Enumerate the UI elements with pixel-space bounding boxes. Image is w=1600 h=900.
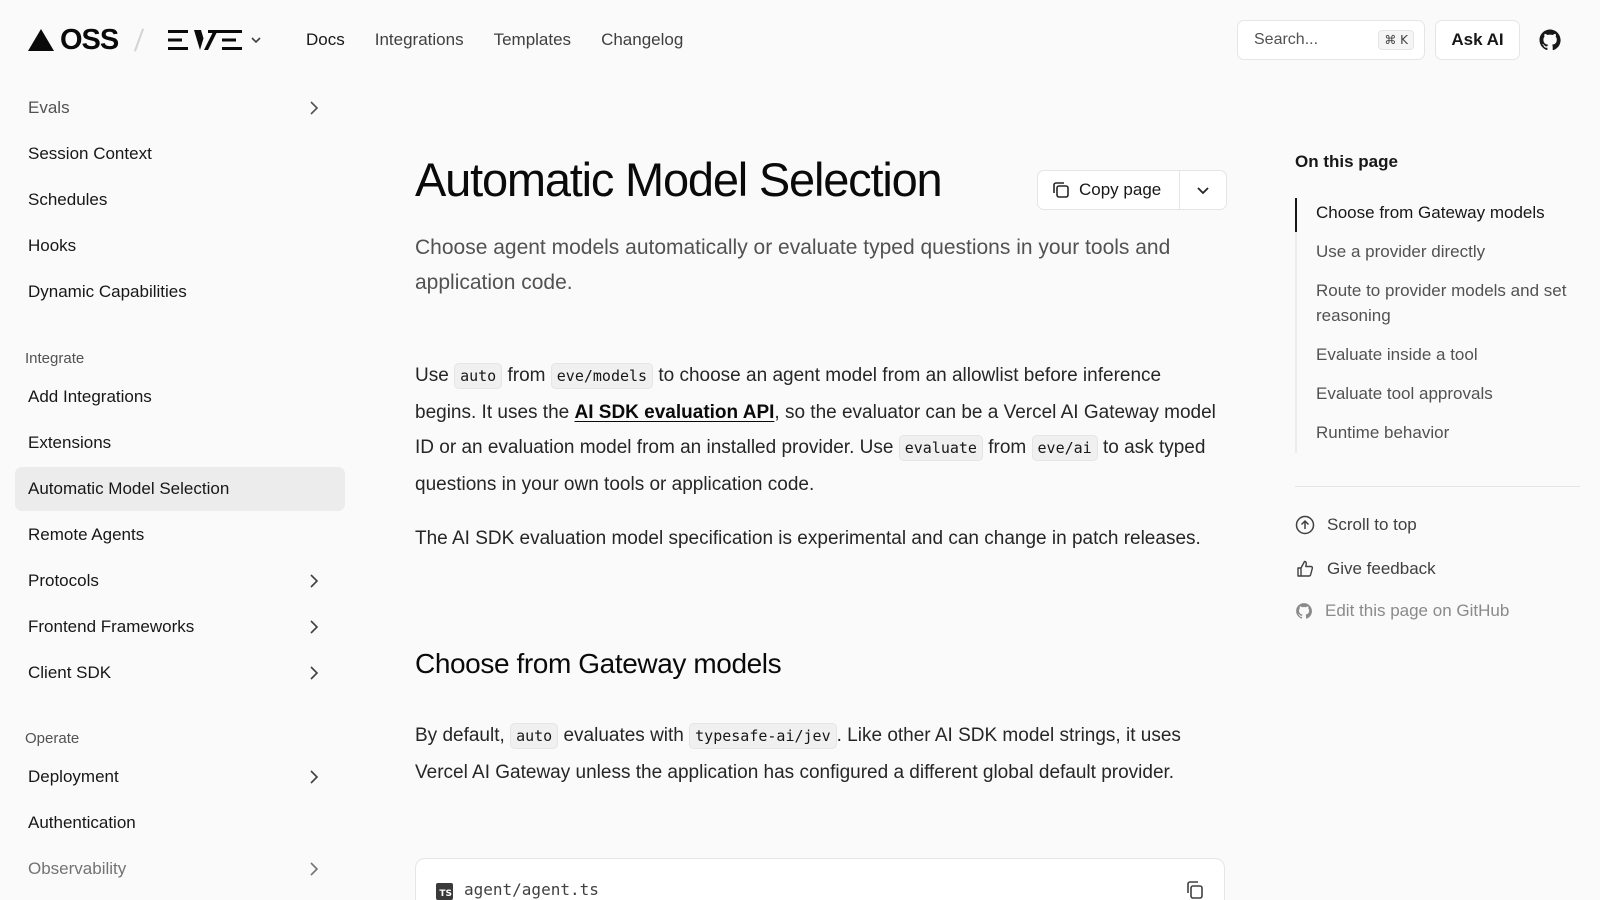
toc-item[interactable]: Evaluate tool approvals (1316, 384, 1493, 403)
thumbs-up-icon (1295, 559, 1315, 579)
text: . Like other AI SDK model strings, it uses Vercel AI Gateway unless the application has configured a different global default provider. (415, 725, 1181, 783)
toc-item[interactable]: Evaluate inside a tool (1316, 345, 1478, 364)
sidebar-item-label: Schedules (28, 190, 108, 209)
search-input[interactable] (1237, 20, 1425, 60)
chevron-right-icon (305, 768, 323, 786)
give-feedback-label: Give feedback (1327, 559, 1436, 578)
sidebar-item-label: Extensions (28, 433, 112, 452)
inline-code: eve/ai (1032, 435, 1098, 461)
experimental-note: The AI SDK evaluation model specification is experimental and can change in patch releases. (415, 528, 1201, 549)
sidebar-item-protocols[interactable] (15, 559, 345, 603)
triangle-logo-icon (28, 29, 54, 51)
sidebar-item-remote-agents[interactable] (15, 513, 345, 557)
toc-divider (1295, 486, 1580, 487)
inline-code: evaluate (899, 435, 983, 461)
inline-code: eve/models (551, 363, 653, 389)
docs-sidebar (0, 88, 350, 900)
chevron-right-icon (305, 618, 323, 636)
sidebar-item-label: Frontend Frameworks (28, 617, 195, 636)
sidebar-item-schedules[interactable] (15, 178, 345, 222)
edit-on-github-label: Edit this page on GitHub (1325, 601, 1510, 620)
sidebar-item-automatic-model-selection[interactable] (15, 467, 345, 511)
toc-rail (1295, 198, 1297, 453)
ai-sdk-evaluation-api-link[interactable]: AI SDK evaluation API (574, 401, 775, 423)
github-icon (1295, 602, 1313, 620)
sidebar-item-label: Deployment (28, 767, 119, 786)
github-icon[interactable] (1538, 28, 1562, 52)
sidebar-item-observability[interactable] (15, 847, 345, 891)
intro-paragraph (415, 358, 1225, 502)
scroll-to-top-link[interactable] (1295, 515, 1417, 535)
code-filename: agent/agent.ts (464, 880, 599, 899)
sidebar-item-label: Observability (28, 859, 127, 878)
text: to ask typed questions in your own tools or application code. (415, 437, 1206, 495)
sidebar-item-label: Add Integrations (28, 387, 152, 406)
text: from (982, 437, 1032, 458)
sidebar-item-label: Hooks (28, 236, 77, 255)
page-title: Automatic Model Selection (415, 153, 942, 206)
logo-text: OSS (60, 23, 119, 56)
chevron-down-icon (1195, 182, 1211, 198)
sidebar-item-client-sdk[interactable] (15, 651, 345, 695)
sidebar-item-label: Authentication (28, 813, 136, 832)
text: evaluates with (558, 725, 690, 746)
sidebar-item-hooks[interactable] (15, 224, 345, 268)
text: to choose an agent model from an allowlist before inference begins. It uses the (415, 365, 1162, 423)
copy-page-button[interactable] (1038, 171, 1180, 209)
inline-code: auto (510, 723, 558, 749)
toc-item[interactable]: Runtime behavior (1316, 423, 1450, 442)
chevron-right-icon (305, 860, 323, 878)
chevron-down-icon (250, 34, 262, 46)
text: Use (415, 365, 455, 386)
toc-item[interactable]: Route to provider models and set reasoning (1316, 281, 1567, 325)
copy-page-menu-button[interactable] (1180, 171, 1226, 209)
text: from (502, 365, 551, 386)
section-heading: Choose from Gateway models (415, 648, 782, 679)
ask-ai-button[interactable]: Ask AI (1435, 20, 1520, 60)
text: By default, (415, 725, 511, 746)
inline-code: typesafe-ai/jev (689, 723, 836, 749)
oss-logo[interactable] (28, 24, 118, 56)
sidebar-item-label: Automatic Model Selection (28, 479, 230, 498)
sidebar-item-label: Session Context (28, 144, 152, 163)
sidebar-item-label: Client SDK (28, 663, 112, 682)
copy-page-label: Copy page (1079, 180, 1162, 199)
sidebar-item-add-integrations[interactable] (15, 375, 345, 419)
sidebar-item-label: Protocols (28, 571, 99, 590)
typescript-file-icon: TS (436, 883, 453, 900)
edit-on-github-link[interactable] (1295, 601, 1509, 621)
sidebar-item-extensions[interactable] (15, 421, 345, 465)
sidebar-item-dynamic-capabilities[interactable] (15, 270, 345, 314)
top-header (0, 0, 1600, 80)
toc-item[interactable]: Choose from Gateway models (1316, 203, 1545, 222)
logo-separator (134, 28, 144, 51)
toc-active-indicator (1295, 198, 1297, 232)
eve-wordmark-icon (168, 28, 242, 52)
sidebar-item-label: Dynamic Capabilities (28, 282, 187, 301)
sidebar-item-label: Remote Agents (28, 525, 145, 544)
inline-code: auto (454, 363, 502, 389)
nav-integrations[interactable]: Integrations (374, 30, 464, 49)
page-subtitle: Choose agent models automatically or evaluate typed questions in your tools and application code. (415, 236, 1171, 294)
copy-icon (1051, 180, 1071, 200)
sidebar-group-operate: Operate (25, 730, 80, 747)
sidebar-item-evals[interactable] (15, 86, 345, 130)
product-switcher[interactable] (168, 28, 262, 52)
scroll-to-top-label: Scroll to top (1327, 515, 1417, 534)
sidebar-group-integrate: Integrate (25, 350, 85, 367)
arrow-up-circle-icon (1295, 515, 1315, 535)
chevron-right-icon (305, 572, 323, 590)
sidebar-item-authentication[interactable] (15, 801, 345, 845)
chevron-right-icon (305, 664, 323, 682)
toc-title: On this page (1295, 152, 1398, 171)
sidebar-item-session-context[interactable] (15, 132, 345, 176)
give-feedback-link[interactable] (1295, 559, 1436, 579)
gateway-paragraph (415, 718, 1225, 790)
search-placeholder: Search... (1254, 31, 1319, 48)
copy-code-icon[interactable] (1184, 879, 1206, 900)
sidebar-item-label: Evals (28, 98, 70, 117)
code-block (415, 858, 1225, 900)
nav-changelog[interactable]: Changelog (601, 30, 684, 49)
search-shortcut-badge: ⌘ K (1378, 30, 1414, 50)
nav-templates[interactable]: Templates (493, 30, 572, 49)
copy-page-control (1037, 170, 1227, 210)
chevron-right-icon (305, 99, 323, 117)
toc-item[interactable]: Use a provider directly (1316, 242, 1486, 261)
sidebar-item-frontend-frameworks[interactable] (15, 605, 345, 649)
text: , so the evaluator can be a Vercel AI Gateway model ID or an evaluation model from an installed provider. Use (415, 401, 1216, 458)
nav-docs[interactable]: Docs (306, 30, 345, 49)
sidebar-item-deployment[interactable] (15, 755, 345, 799)
top-nav (306, 28, 713, 52)
